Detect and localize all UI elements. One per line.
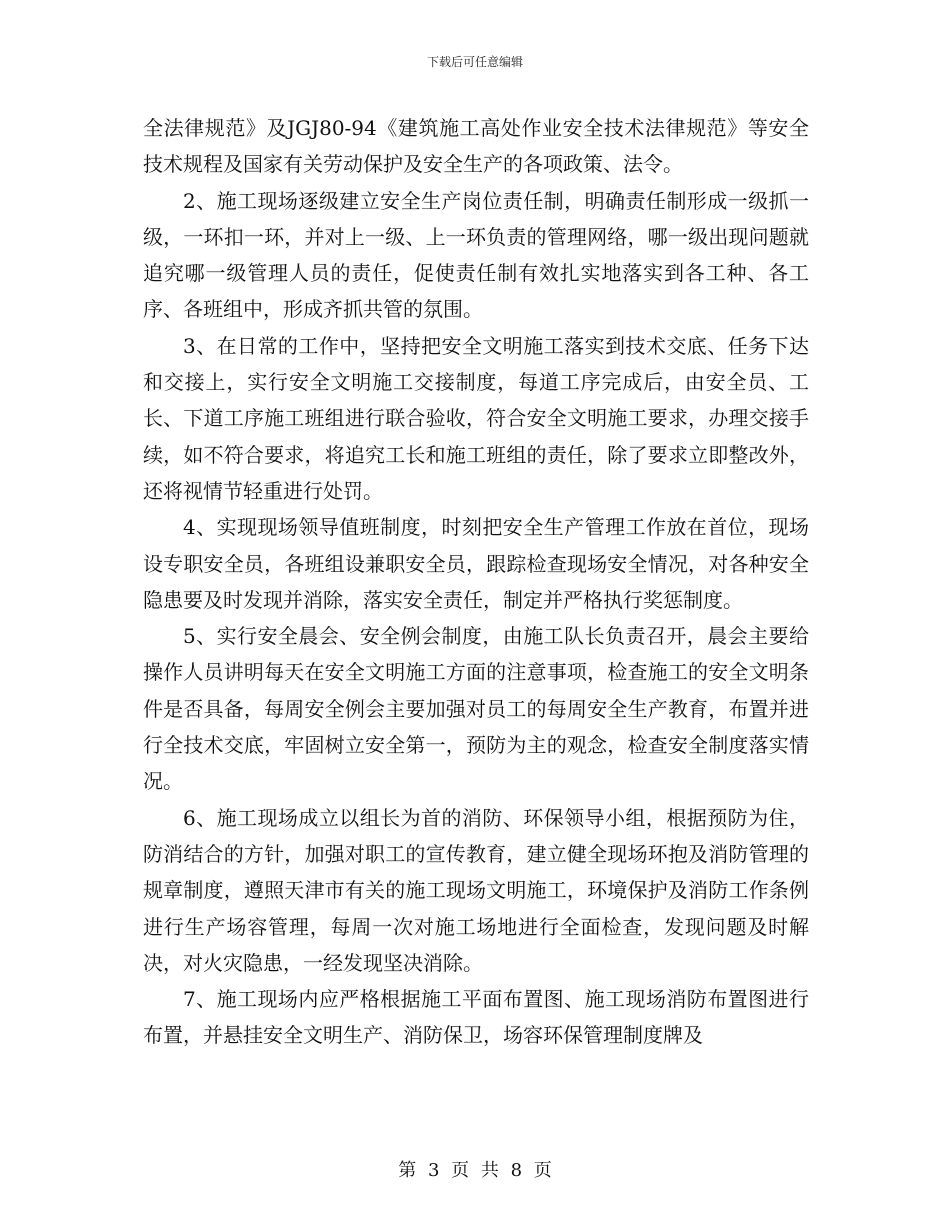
document-body [143, 110, 809, 1054]
paragraph-item-3: 3、在日常的工作中，坚持把安全文明施工落实到技术交底、任务下达和交接上，实行安全文明施工交接制度，每道工序完成后，由安全员、工长、下道工序施工班组进行联合验收，符合安全文明施工要求，办理交接手续，如不符合要求，将追究工长和施工班组的责任，除了要求立即整改外，还将视情节轻重进行处罚。 [143, 333, 809, 503]
paragraph-item-7: 7、施工现场内应严格根据施工平面布置图、施工现场消防布置图进行布置，并悬挂安全文明生产、消防保卫，场容环保管理制度牌及 [143, 987, 809, 1048]
page-header: 下载后可任意编辑 [426, 55, 523, 69]
paragraph-item-2: 2、施工现场逐级建立安全生产岗位责任制，明确责任制形成一级抓一级，一环扣一环，并对上一级、上一环负责的管理网络，哪一级出现问题就追究哪一级管理人员的责任，促使责任制有效扎实地落实到各工种、各工序、各班组中，形成齐抓共管的氛围。 [143, 188, 809, 322]
page-number-footer: 第 3 页 共 8 页 [398, 1160, 552, 1181]
paragraph-item-6: 6、施工现场成立以组长为首的消防、环保领导小组，根据预防为住，防消结合的方针，加强对职工的宣传教育，建立健全现场环抱及消防管理的规章制度，遵照天津市有关的施工现场文明施工，环境保护及消防工作条例进行生产场容管理，每周一次对施工场地进行全面检查，发现问题及时解决，对火灾隐患，一经发现坚决消除。 [143, 805, 809, 975]
paragraph-continuation: 全法律规范》及JGJ80-94《建筑施工高处作业安全技术法律规范》等安全技术规程及国家有关劳动保护及安全生产的各项政策、法令。 [143, 116, 809, 177]
paragraph-item-4: 4、实现现场领导值班制度，时刻把安全生产管理工作放在首位，现场设专职安全员，各班组设兼职安全员，跟踪检查现场安全情况，对各种安全隐患要及时发现并消除，落实安全责任，制定并严格执行奖惩制度。 [143, 515, 809, 612]
paragraph-item-5: 5、实行安全晨会、安全例会制度，由施工队长负责召开，晨会主要给操作人员讲明每天在安全文明施工方面的注意事项，检查施工的安全文明条件是否具备，每周安全例会主要加强对员工的每周安全生产教育，布置并进行全技术交底，牢固树立安全第一，预防为主的观念，检查安全制度落实情况。 [143, 624, 809, 794]
